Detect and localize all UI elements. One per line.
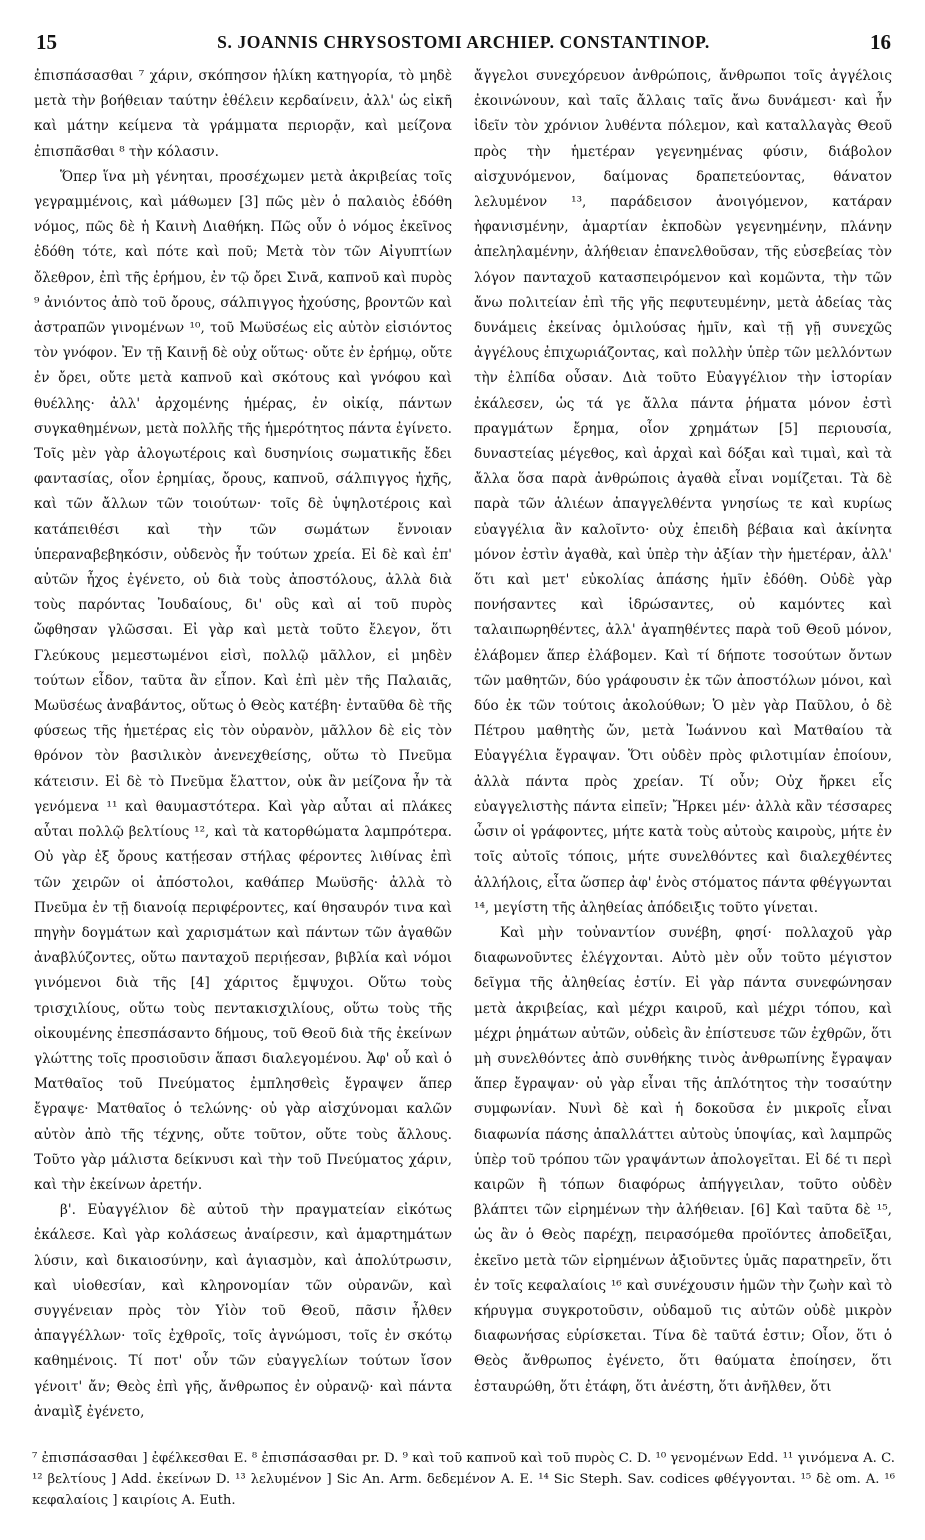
right-paragraph-1: ἄγγελοι συνεχόρευον ἀνθρώποις, ἄνθρωποι τοῖς ἀγγέλοις ἐκοινώνουν, καὶ ταῖς ἄλλαις ταῖς ἄνω δυνάμεσι· καὶ ἦν ἰδεῖν τὸν χρόνιον λυθέντα πόλεμον, καὶ καταλλαγὰς Θεοῦ πρὸς τὴν ἡμετέραν γεγενημένας φύσιν, διάβολον αἰσχυνόμενον, δαίμονας δραπετεύοντας, θάνατον λελυμένον ¹³, παράδεισον ἀνοιγόμενον, κατάραν ἠφανισμένην, ἁμαρτίαν ἐκποδὼν γεγενημένην, πλάνην ἀπεληλαμένην, ἀλήθειαν ἐπανελθοῦσαν, τῆς εὐσεβείας τὸν λόγον πανταχοῦ κατασπειρόμενον καὶ κομῶντα, τὴν τῶν ἄνω πολιτείαν ἐπὶ τῆς γῆς πεφυτευμένην, μετὰ ἀδείας τὰς δυνάμεις ἐκείνας ὁμιλούσας ἡμῖν, καὶ τῇ γῇ συνεχῶς ἀγγέλους ἐπιχωριάζοντας, καὶ πολλὴν ὑπὲρ τῶν μελλόντων τὴν ἐλπίδα οὖσαν. Διὰ τοῦτο Εὐαγγέλιον τὴν ἱστορίαν ἐκάλεσεν, ὡς τά γε ἄλλα πάντα ῥήματα μόνον ἐστὶ πραγμάτων ἔρημα, οἷον χρημάτων [5] περιουσία, δυναστείας μέγεθος, καὶ ἀρχαὶ καὶ δόξαι καὶ τιμαὶ, καὶ τὰ ἄλλα ὅσα παρὰ ἀνθρώποις ἀγαθὰ εἶναι νομίζεται. Τὰ δὲ παρὰ τῶν ἁλιέων ἀπαγγελθέντα γνησίως τε καὶ κυρίως εὐαγγέλια ἂν καλοῖντο· οὐχ ἐπειδὴ βέβαια καὶ ἀκίνητα μόνον ἐστὶν ἀγαθὰ, καὶ ὑπὲρ τὴν ἀξίαν τὴν ἡμετέραν, ἀλλ' ὅτι καὶ μετ' εὐκολίας ἁπάσης ἡμῖν ἐδόθη. Οὐδὲ γὰρ πονήσαντες καὶ ἱδρώσαντες, οὐ καμόντες καὶ ταλαιπωρηθέντες, ἀλλ' ἀγαπηθέντες παρὰ τοῦ Θεοῦ μόνον, ἐλάβομεν ἅπερ ἐλάβομεν. Καὶ τί δήποτε τοσούτων ὄντων τῶν μαθητῶν, δύο γράφουσιν ἐκ τῶν ἀποστόλων μόνοι, καὶ δύο ἐκ τῶν τούτοις ἀκολούθων; Ὁ μὲν γὰρ Παῦλου, ὁ δὲ Πέτρου μαθητὴς ὤν, μετὰ Ἰωάννου καὶ Ματθαίου τὰ Εὐαγγέλια ἔγραψαν. Ὅτι οὐδὲν πρὸς φιλοτιμίαν ἐποίουν, ἀλλὰ πάντα πρὸς χρείαν. Τί οὖν; Οὐχ ἤρκει εἷς εὐαγγελιστὴς πάντα εἰπεῖν; Ἤρκει μέν· ἀλλὰ κἂν τέσσαρες ὦσιν οἱ γράφοντες, μήτε κατὰ τοὺς αὐτοὺς καιροὺς, μήτε ἐν τοῖς αὐτοῖς τόποις, μήτε συνελθόντες καὶ διαλεχθέντες ἀλλήλοις, εἶτα ὥσπερ ἀφ' ἑνὸς στόματος πάντα φθέγγωνται ¹⁴, μεγίστη τῆς ἀληθείας ἀπόδειξις τοῦτο γίνεται. bbox=[474, 68, 892, 916]
running-header bbox=[36, 30, 891, 56]
running-title: S. JOANNIS CHRYSOSTOMI ARCHIEP. CONSTANTINOP. bbox=[217, 32, 710, 52]
page-number-left: 15 bbox=[36, 30, 57, 54]
left-paragraph-1: ἐπισπάσασθαι ⁷ χάριν, σκόπησον ἡλίκη κατηγορία, τὸ μηδὲ μετὰ τὴν βοήθειαν ταύτην ἐθέλειν κερδαίνειν, ἀλλ' ὡς εἰκῆ καὶ μάτην κείμενα τὰ γράμματα περιορᾷν, καὶ μείζονα ἐπισπᾶσθαι ⁸ τὴν κόλασιν. bbox=[34, 68, 452, 160]
footnote-text: ⁷ ἐπισπάσασθαι ] ἐφέλκεσθαι E. ⁸ ἐπισπάσασθαι pr. D. ⁹ καὶ τοῦ καπνοῦ καὶ τοῦ πυρὸς C. D. ¹⁰ γενομένων Edd. ¹¹ γινόμενα A. C. ¹² βελτίους ] Add. ἐκείνων D. ¹³ λελυμένον ] Sic An. Arm. δεδεμένον A. E. ¹⁴ Sic Steph. Sav. codices φθέγγονται. ¹⁵ δὲ om. A. ¹⁶ κεφαλαίοις ] καιρίοις A. Euth. bbox=[32, 1451, 895, 1508]
left-column bbox=[34, 64, 452, 1425]
left-paragraph-2: Ὅπερ ἵνα μὴ γένηται, προσέχωμεν μετὰ ἀκριβείας τοῖς γεγραμμένοις, καὶ μάθωμεν [3] πῶς μὲν ὁ παλαιὸς ἐδόθη νόμος, πῶς δὲ ἡ Καινὴ Διαθήκη. Πῶς οὖν ὁ νόμος ἐκεῖνος ἐδόθη τότε, καὶ πότε καὶ ποῦ; Μετὰ τὸν τῶν Αἰγυπτίων ὄλεθρον, ἐπὶ τῆς ἐρήμου, ἐν τῷ ὄρει Σινᾶ, καπνοῦ καὶ πυρὸς ⁹ ἀνιόντος ἀπὸ τοῦ ὄρους, σάλπιγγος ἠχούσης, βροντῶν καὶ ἀστραπῶν γινομένων ¹⁰, τοῦ Μωϋσέως εἰς αὐτὸν εἰσιόντος τὸν γνόφον. Ἐν τῇ Καινῇ δὲ οὐχ οὕτως· οὔτε ἐν ἐρήμῳ, οὔτε ἐν ὄρει, οὔτε μετὰ καπνοῦ καὶ σκότους καὶ γνόφου καὶ θυέλλης· ἀλλ' ἀρχομένης ἡμέρας, ἐν οἰκίᾳ, πάντων συγκαθημένων, μετὰ πολλῆς τῆς ἡμερότητος πάντα ἐγίνετο. Τοῖς μὲν γὰρ ἀλογωτέροις καὶ δυσηνίοις σωματικῆς ἔδει φαντασίας, οἷον ἐρημίας, ὄρους, καπνοῦ, σάλπιγγος ἠχῆς, καὶ τῶν ἄλλων τῶν τοιούτων· τοῖς δὲ ὑψηλοτέροις καὶ κατάπειθέσι καὶ τὴν τῶν σωμάτων ἔννοιαν ὑπεραναβεβηκόσιν, οὐδενὸς ἦν τούτων χρεία. Εἰ δὲ καὶ ἐπ' αὐτῶν ἦχος ἐγένετο, οὐ διὰ τοὺς ἀποστόλους, ἀλλὰ διὰ τοὺς παρόντας Ἰουδαίους, δι' οὓς καὶ αἱ τοῦ πυρὸς ὤφθησαν γλῶσσαι. Εἰ γὰρ καὶ μετὰ τοῦτο ἔλεγον, ὅτι Γλεύκους μεμεστωμένοι εἰσὶ, πολλῷ μᾶλλον, εἰ μηδὲν τούτων εἶδον, ταῦτα ἂν εἶπον. Καὶ ἐπὶ μὲν τῆς Παλαιᾶς, Μωϋσέως ἀναβάντος, οὕτως ὁ Θεὸς κατέβη· ἐνταῦθα δὲ τῆς φύσεως τῆς ἡμετέρας εἰς τὸν οὐρανὸν, μᾶλλον δὲ εἰς τὸν θρόνον τὸν βασιλικὸν ἀνενεχθείσης, οὕτω τὸ Πνεῦμα κάτεισιν. Εἰ δὲ τὸ Πνεῦμα ἔλαττον, οὐκ ἂν μείζονα ἦν τὰ γενόμενα ¹¹ καὶ θαυμαστότερα. Καὶ γὰρ αὗται αἱ πλάκες αὗται πολλῷ βελτίους ¹², καὶ τὰ κατορθώματα λαμπρότερα. Οὐ γὰρ ἐξ ὄρους κατῄεσαν στήλας φέροντες λιθίνας ἐπὶ τῶν χειρῶν οἱ ἀπόστολοι, καθάπερ Μωϋσῆς· ἀλλὰ τὸ Πνεῦμα ἐν τῇ διανοίᾳ περιφέροντες, καί θησαυρόν τινα καὶ πηγὴν δογμάτων καὶ χαρισμάτων καὶ πάντων τῶν ἀγαθῶν ἀναβλύζοντες, οὕτω πανταχοῦ περιῄεσαν, βιβλία καὶ νόμοι γινόμενοι διὰ τῆς [4] χάριτος ἔμψυχοι. Οὕτω τοὺς τρισχιλίους, οὕτω τοὺς πεντακισχιλίους, οὕτω τοὺς τῆς οἰκουμένης ἐπεσπάσαντο δήμους, τοῦ Θεοῦ διὰ τῆς ἐκείνων γλώττης τοῖς προσιοῦσιν ἅπασι διαλεγομένου. Ἀφ' οὗ καὶ ὁ Ματθαῖος τοῦ Πνεύματος ἐμπλησθεὶς ἔγραψεν ἅπερ ἔγραψε· Ματθαῖος ὁ τελώνης· οὐ γὰρ αἰσχύνομαι καλῶν αὐτὸν ἀπὸ τῆς τέχνης, οὔτε τοῦτον, οὔτε τοὺς ἄλλους. Τοῦτο γὰρ μάλιστα δείκνυσι καὶ τὴν τοῦ Πνεύματος χάριν, καὶ τὴν ἐκείνων ἀρετήν. bbox=[34, 168, 452, 1193]
right-paragraph-2: Καὶ μὴν τοὐναντίον συνέβη, φησί· πολλαχοῦ γὰρ διαφωνοῦντες ἐλέγχονται. Αὐτὸ μὲν οὖν τοῦτο μέγιστον δεῖγμα τῆς ἀληθείας ἐστίν. Εἰ γὰρ πάντα συνεφώνησαν μετὰ ἀκριβείας, καὶ μέχρι καιροῦ, καὶ μέχρι τόπου, καὶ μέχρι ῥημάτων αὐτῶν, οὐδεὶς ἂν ἐπίστευσε τῶν ἐχθρῶν, ὅτι μὴ συνελθόντες ἀπὸ συνθήκης τινὸς ἀνθρωπίνης ἔγραψαν ἅπερ ἔγραψαν· οὐ γὰρ εἶναι τῆς ἁπλότητος τὴν τοσαύτην συμφωνίαν. Νυνὶ δὲ καὶ ἡ δοκοῦσα ἐν μικροῖς εἶναι διαφωνία πάσης ἀπαλλάττει αὐτοὺς ὑποψίας, καὶ λαμπρῶς ὑπὲρ τοῦ τρόπου τῶν γραψάντων ἀπολογεῖται. Εἰ δέ τι περὶ καιρῶν ἢ τόπων διαφόρως ἀπήγγειλαν, τοῦτο οὐδὲν βλάπτει τῶν εἰρημένων τὴν ἀλήθειαν. [6] Καὶ ταῦτα δὲ ¹⁵, ὡς ἂν ὁ Θεὸς παρέχῃ, πειρασόμεθα προϊόντες ἀποδεῖξαι, ἐκεῖνο μετὰ τῶν εἰρημένων ἀξιοῦντες ὑμᾶς παρατηρεῖν, ὅτι ἐν τοῖς κεφαλαίοις ¹⁶ καὶ συνέχουσιν ἡμῶν τὴν ζωὴν καὶ τὸ κήρυγμα συγκροτοῦσιν, οὐδαμοῦ τις αὐτῶν οὐδὲ μικρὸν διαφωνήσας εὑρίσκεται. Τίνα δὲ ταῦτά ἐστιν; Οἷον, ὅτι ὁ Θεὸς ἄνθρωπος ἐγένετο, ὅτι θαύματα ἐποίησεν, ὅτι ἐσταυρώθη, ὅτι ἐτάφη, ὅτι ἀνέστη, ὅτι ἀνῆλθεν, ὅτι bbox=[474, 924, 892, 1395]
left-paragraph-3: β'. Εὐαγγέλιον δὲ αὐτοῦ τὴν πραγματείαν εἰκότως ἐκάλεσε. Καὶ γὰρ κολάσεως ἀναίρεσιν, καὶ ἁμαρτημάτων λύσιν, καὶ δικαιοσύνην, καὶ ἁγιασμὸν, καὶ ἀπολύτρωσιν, καὶ υἱοθεσίαν, καὶ κληρονομίαν τῶν οὐρανῶν, καὶ συγγένειαν πρὸς τὸν Υἱὸν τοῦ Θεοῦ, πᾶσιν ἦλθεν ἀπαγγέλλων· τοῖς ἐχθροῖς, τοῖς ἀγνώμοσι, τοῖς ἐν σκότῳ καθημένοις. Τί ποτ' οὖν τῶν εὐαγγελίων τούτων ἴσον γένοιτ' ἄν; Θεὸς ἐπὶ γῆς, ἄνθρωπος ἐν οὐρανῷ· καὶ πάντα ἀναμὶξ ἐγένετο, bbox=[34, 1202, 452, 1420]
footnotes bbox=[32, 1442, 895, 1511]
page-number-right: 16 bbox=[870, 30, 891, 54]
right-column bbox=[474, 64, 892, 1400]
